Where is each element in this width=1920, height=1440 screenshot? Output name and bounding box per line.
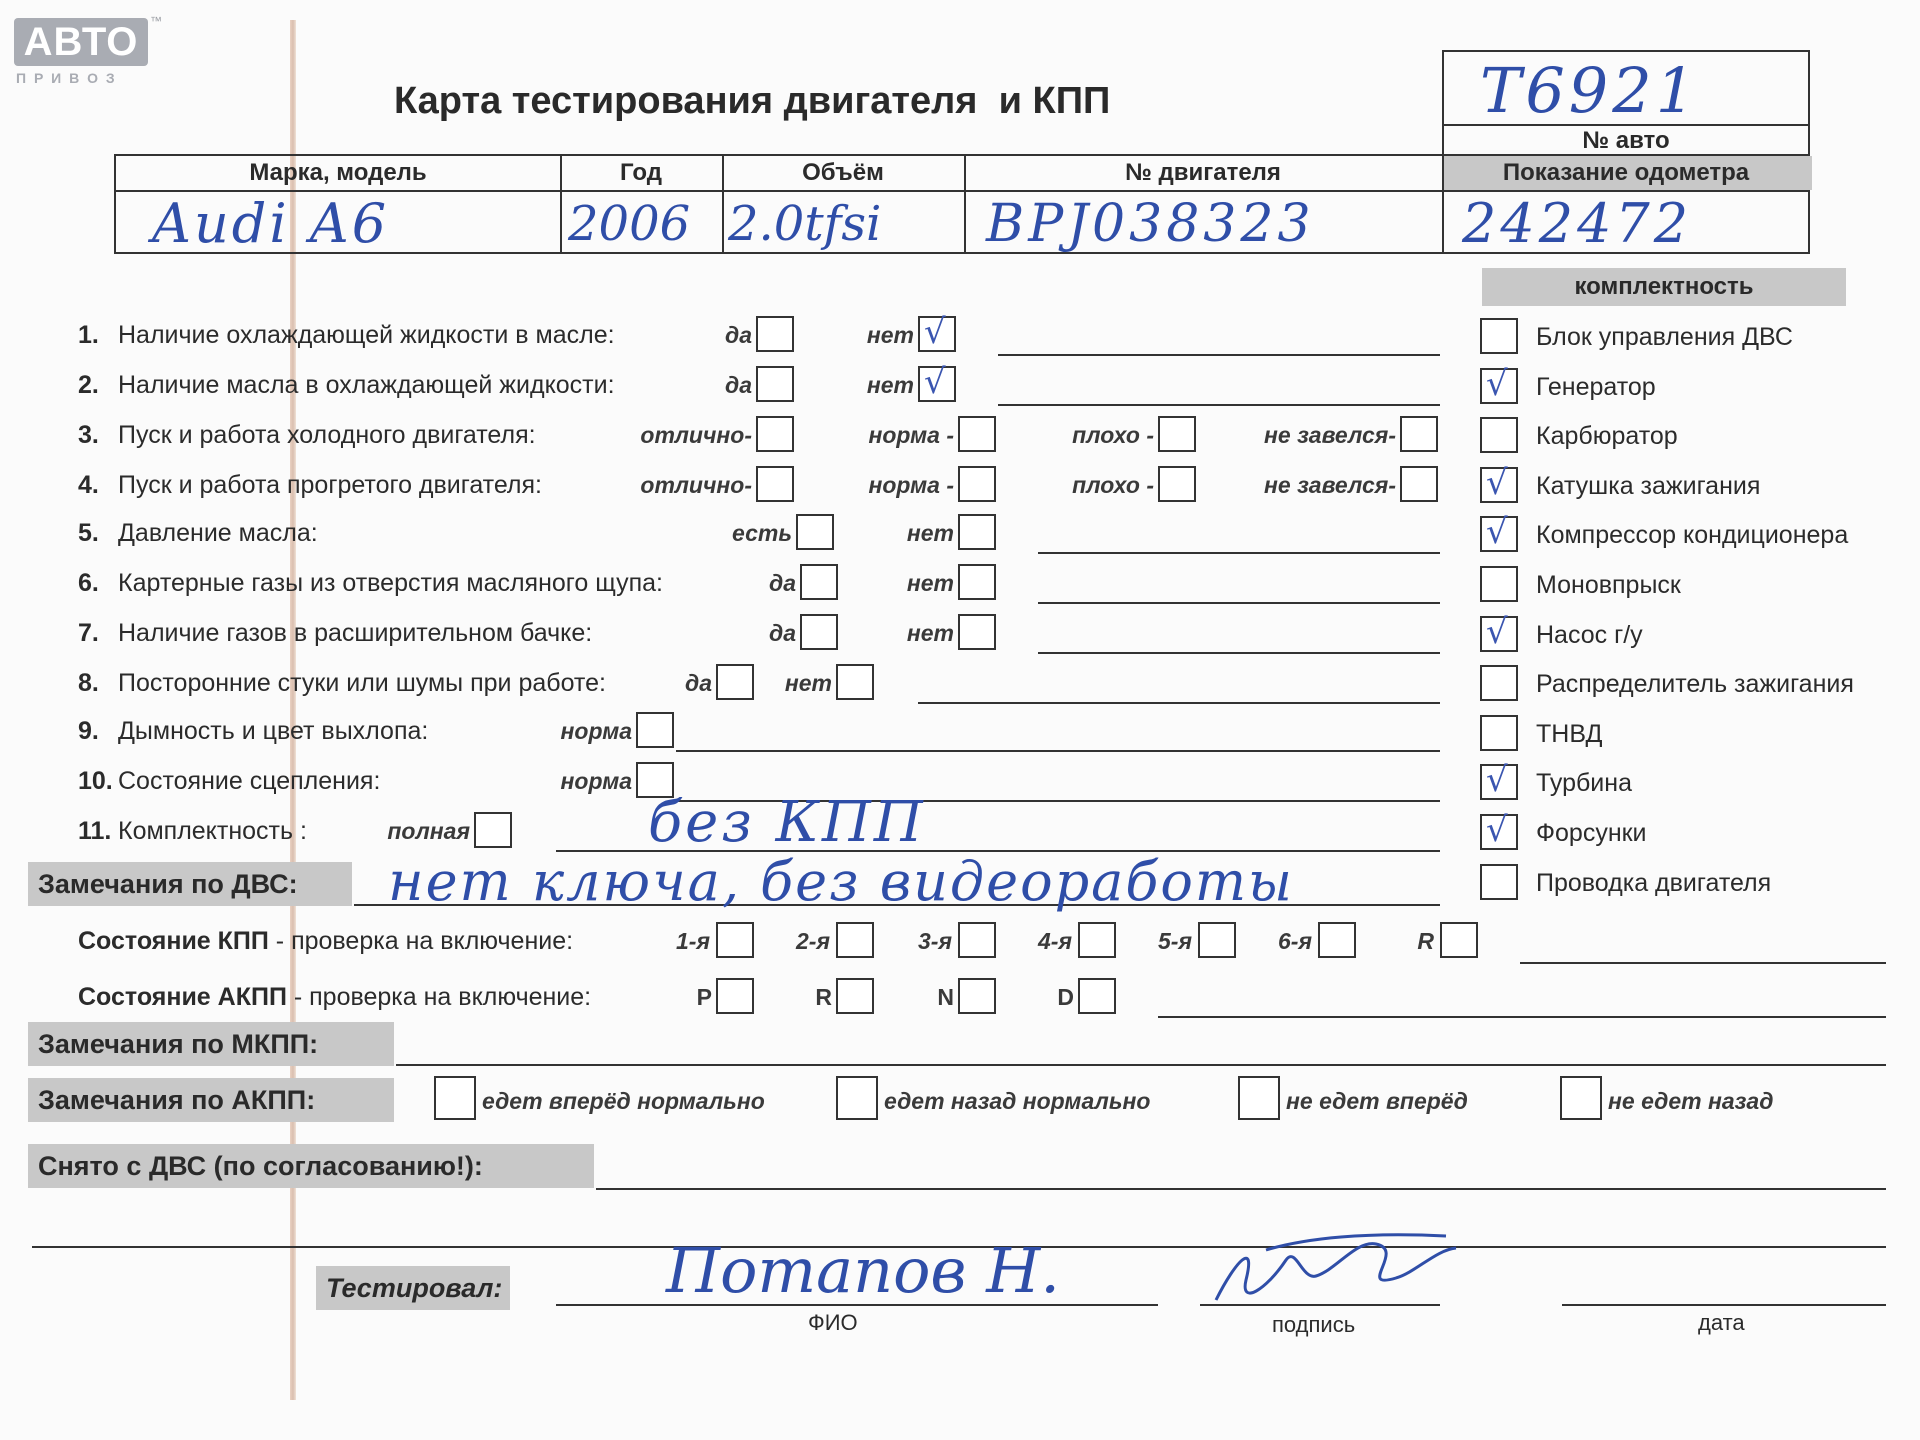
komplekt-checkbox[interactable] [1480, 611, 1518, 652]
kpp-gear-label: 1-я [676, 928, 710, 954]
question-option-label: норма - [868, 472, 954, 498]
header-odometer: Показание одометра [1502, 159, 1750, 186]
komplekt-checkbox[interactable] [1480, 715, 1518, 751]
komplekt-item [1480, 566, 1900, 606]
akpp-remark-checkbox[interactable] [434, 1076, 476, 1120]
question-option-label: не завелся- [1264, 422, 1396, 448]
kpp-gear-label: R [1417, 928, 1434, 954]
akpp-gear-label: D [1057, 984, 1074, 1010]
tested-label: Тестировал: [316, 1266, 510, 1310]
auto-number-value: T6921 [1480, 54, 1700, 127]
logo-main: АВТО [14, 18, 148, 66]
akpp-remark-label: не едет назад [1608, 1088, 1774, 1114]
header-brand: Марка, модель [249, 159, 427, 186]
remarks-dvs-value: нет ключа, без видеоработы [388, 850, 1295, 913]
question-option-checkbox[interactable] [958, 564, 996, 600]
komplekt-item-label: Форсунки [1536, 819, 1647, 847]
removed-line [596, 1188, 1886, 1190]
answer-line [998, 354, 1440, 356]
fio-label: ФИО [808, 1310, 858, 1335]
komplekt-checkbox[interactable] [1480, 417, 1518, 453]
question-option-label: норма [560, 718, 632, 744]
komplekt-header: комплектность [1482, 268, 1846, 306]
question-option-label: отлично- [640, 472, 752, 498]
question-text: Дымность и цвет выхлопа: [118, 717, 429, 745]
question-option-checkbox[interactable] [918, 312, 956, 352]
kpp-gear-label: 2-я [796, 928, 830, 954]
logo-sub: П Р И В О З [16, 70, 117, 86]
komplekt-item [1480, 864, 1900, 904]
akpp-remark-checkbox[interactable] [1560, 1076, 1602, 1120]
question-option-label: плохо - [1072, 422, 1154, 448]
value-brand: Audi A6 [152, 192, 390, 255]
fio-value: Потапов Н. [666, 1234, 1060, 1307]
question-number: 3. [78, 421, 99, 449]
question-option-checkbox[interactable] [1400, 416, 1438, 452]
question-note: без КПП [648, 790, 926, 855]
value-odometer: 242472 [1462, 192, 1693, 255]
question-text: Давление масла: [118, 519, 318, 547]
question-option-label: да [684, 670, 712, 696]
akpp-gears [0, 972, 1480, 1022]
sign-label: подпись [1272, 1312, 1356, 1337]
question-text: Картерные газы из отверстия масляного щупа: [118, 569, 663, 597]
value-year: 2006 [568, 196, 691, 252]
question-option-label: не завелся- [1264, 472, 1396, 498]
akpp-label-bold: Состояние АКПП [78, 983, 287, 1011]
komplekt-item-label: Катушка зажигания [1536, 471, 1761, 500]
value-volume: 2.0tfsi [728, 196, 882, 252]
question-number: 11. [78, 817, 112, 845]
question-option-checkbox[interactable] [1400, 466, 1438, 502]
question-option-label: отлично- [640, 422, 752, 448]
answer-line [1038, 552, 1440, 554]
akpp-gear-label: R [815, 984, 832, 1010]
komplekt-checkbox[interactable] [1480, 810, 1518, 850]
header-year: Год [620, 159, 662, 186]
question-number: 4. [78, 471, 99, 499]
auto-number-box [1442, 50, 1810, 156]
komplekt-checkbox[interactable] [1480, 665, 1518, 701]
value-engine: BPJ038323 [986, 194, 1315, 254]
kpp-gears [0, 916, 1480, 966]
komplekt-item [1480, 363, 1900, 408]
signature [1206, 1220, 1466, 1320]
komplekt-item-label: Распределитель зажигания [1536, 670, 1854, 699]
header-engine: № двигателя [1125, 159, 1281, 186]
kpp-label-bold: Состояние КПП [78, 927, 269, 955]
date-label: дата [1698, 1310, 1745, 1335]
question-number: 10. [78, 767, 113, 795]
removed-label: Снято с ДВС (по согласованию!): [28, 1144, 594, 1188]
answer-line [1038, 602, 1440, 604]
question-option-label: полная [387, 818, 470, 844]
akpp-label-rest: - проверка на включение: [286, 983, 592, 1011]
remarks-dvs-label: Замечания по ДВС: [28, 862, 352, 906]
question-option-checkbox[interactable] [958, 614, 996, 650]
komplekt-checkbox[interactable] [1480, 363, 1518, 404]
remarks-mkpp-label: Замечания по МКПП: [28, 1022, 394, 1066]
komplekt-item [1480, 318, 1900, 358]
komplekt-item [1480, 665, 1900, 705]
komplekt-item-label: Карбюратор [1536, 422, 1678, 451]
komplekt-item [1480, 611, 1900, 656]
date-line [1562, 1304, 1886, 1306]
akpp-gear-checkbox[interactable] [1078, 978, 1116, 1014]
akpp-remark-checkbox[interactable] [1238, 1076, 1280, 1120]
question-option-label: нет [906, 570, 954, 596]
check-mark-icon: √ [1486, 512, 1508, 553]
question-text: Состояние сцепления: [118, 767, 381, 795]
akpp-remarks-options [0, 1076, 1920, 1126]
check-mark-icon: √ [1486, 760, 1508, 801]
page-title: Карта тестирования двигателя и КПП [394, 80, 1111, 122]
kpp-gear-label: 4-я [1038, 928, 1072, 954]
komplekt-item [1480, 810, 1900, 854]
question-number: 6. [78, 569, 99, 597]
question-number: 1. [78, 321, 99, 349]
komplekt-item-label: Компрессор кондиционера [1536, 521, 1849, 550]
komplekt-checkbox[interactable] [1480, 318, 1518, 354]
question-text: Посторонние стуки или шумы при работе: [118, 669, 606, 697]
komplekt-item-label: Насос г/у [1536, 620, 1643, 649]
akpp-remark-label: не едет вперёд [1286, 1088, 1468, 1114]
question-option-label: нет [906, 520, 954, 546]
komplekt-item-label: Моновпрыск [1536, 571, 1681, 599]
question-option-label: да [724, 372, 752, 398]
kpp-gear-label: 3-я [918, 928, 952, 954]
question-option-label: да [768, 620, 796, 646]
check-mark-icon: √ [1486, 462, 1508, 503]
komplekt-item [1480, 462, 1900, 507]
check-mark-icon: √ [924, 362, 946, 402]
header-volume: Объём [802, 159, 884, 186]
question-text: Наличие газов в расширительном бачке: [118, 619, 593, 647]
check-mark-icon: √ [924, 312, 946, 352]
kpp-line [1520, 962, 1886, 964]
answer-line [998, 404, 1440, 406]
question-option-label: нет [866, 372, 914, 398]
question-number: 9. [78, 717, 99, 745]
komplekt-item [1480, 760, 1900, 804]
question-text: Пуск и работа холодного двигателя: [118, 421, 536, 449]
question-text: Комплектность : [118, 817, 307, 845]
komplekt-checkbox[interactable] [1480, 512, 1518, 553]
kpp-label-rest: - проверка на включение: [268, 927, 574, 955]
remarks-akpp-label: Замечания по АКПП: [28, 1078, 394, 1122]
question-number: 8. [78, 669, 99, 697]
komplekt-checkbox[interactable] [1480, 760, 1518, 801]
answer-line [1038, 652, 1440, 654]
akpp-gear-label: N [937, 984, 954, 1010]
komplekt-item [1480, 715, 1900, 755]
komplekt-item [1480, 512, 1900, 556]
question-option-checkbox[interactable] [958, 514, 996, 550]
question-option-label: плохо - [1072, 472, 1154, 498]
check-mark-icon: √ [1486, 363, 1508, 404]
akpp-remark-label: едет вперёд нормально [482, 1088, 765, 1114]
komplekt-item-label: ТНВД [1536, 719, 1603, 748]
kpp-gear-checkbox[interactable] [1440, 922, 1478, 958]
question-text: Наличие охлаждающей жидкости в масле: [118, 321, 615, 349]
question-option-label: норма [560, 768, 632, 794]
question-text: Наличие масла в охлаждающей жидкости: [118, 371, 615, 399]
akpp-remark-checkbox[interactable] [836, 1076, 878, 1120]
question-text: Пуск и работа прогретого двигателя: [118, 471, 542, 499]
komplekt-checkbox[interactable] [1480, 566, 1518, 602]
komplekt-item-label: Турбина [1536, 769, 1632, 798]
question-option-checkbox[interactable] [474, 812, 512, 848]
answer-line [918, 702, 1440, 704]
komplekt-item [1480, 417, 1900, 457]
check-mark-icon: √ [1486, 810, 1508, 850]
question-number: 5. [78, 519, 99, 547]
check-mark-icon: √ [1486, 611, 1508, 652]
komplekt-list [1480, 318, 1900, 908]
question-option-checkbox[interactable] [918, 362, 956, 402]
question-number: 2. [78, 371, 99, 399]
question-option-label: нет [784, 670, 832, 696]
question-option-checkbox[interactable] [836, 664, 874, 700]
question-option-label: нет [866, 322, 914, 348]
question-option-label: есть [732, 520, 792, 546]
question-option-label: да [768, 570, 796, 596]
answer-line [676, 750, 1440, 752]
akpp-remark-label: едет назад нормально [884, 1088, 1151, 1114]
kpp-gear-label: 6-я [1278, 928, 1312, 954]
auto-number-label: № авто [1582, 127, 1670, 154]
question-number: 7. [78, 619, 99, 647]
komplekt-checkbox[interactable] [1480, 864, 1518, 900]
kpp-gear-label: 5-я [1158, 928, 1192, 954]
logo-tm: ™ [150, 14, 162, 28]
komplekt-item-label: Генератор [1536, 372, 1656, 401]
komplekt-checkbox[interactable] [1480, 462, 1518, 503]
komplekt-item-label: Проводка двигателя [1536, 868, 1772, 897]
komplekt-item-label: Блок управления ДВС [1536, 323, 1793, 351]
question-option-label: норма - [868, 422, 954, 448]
question-option-checkbox[interactable] [636, 712, 674, 748]
remarks-mkpp-line [396, 1064, 1886, 1066]
question-option-label: нет [906, 620, 954, 646]
akpp-gear-label: P [696, 984, 712, 1010]
question-option-label: да [724, 322, 752, 348]
akpp-line [1158, 1016, 1886, 1018]
